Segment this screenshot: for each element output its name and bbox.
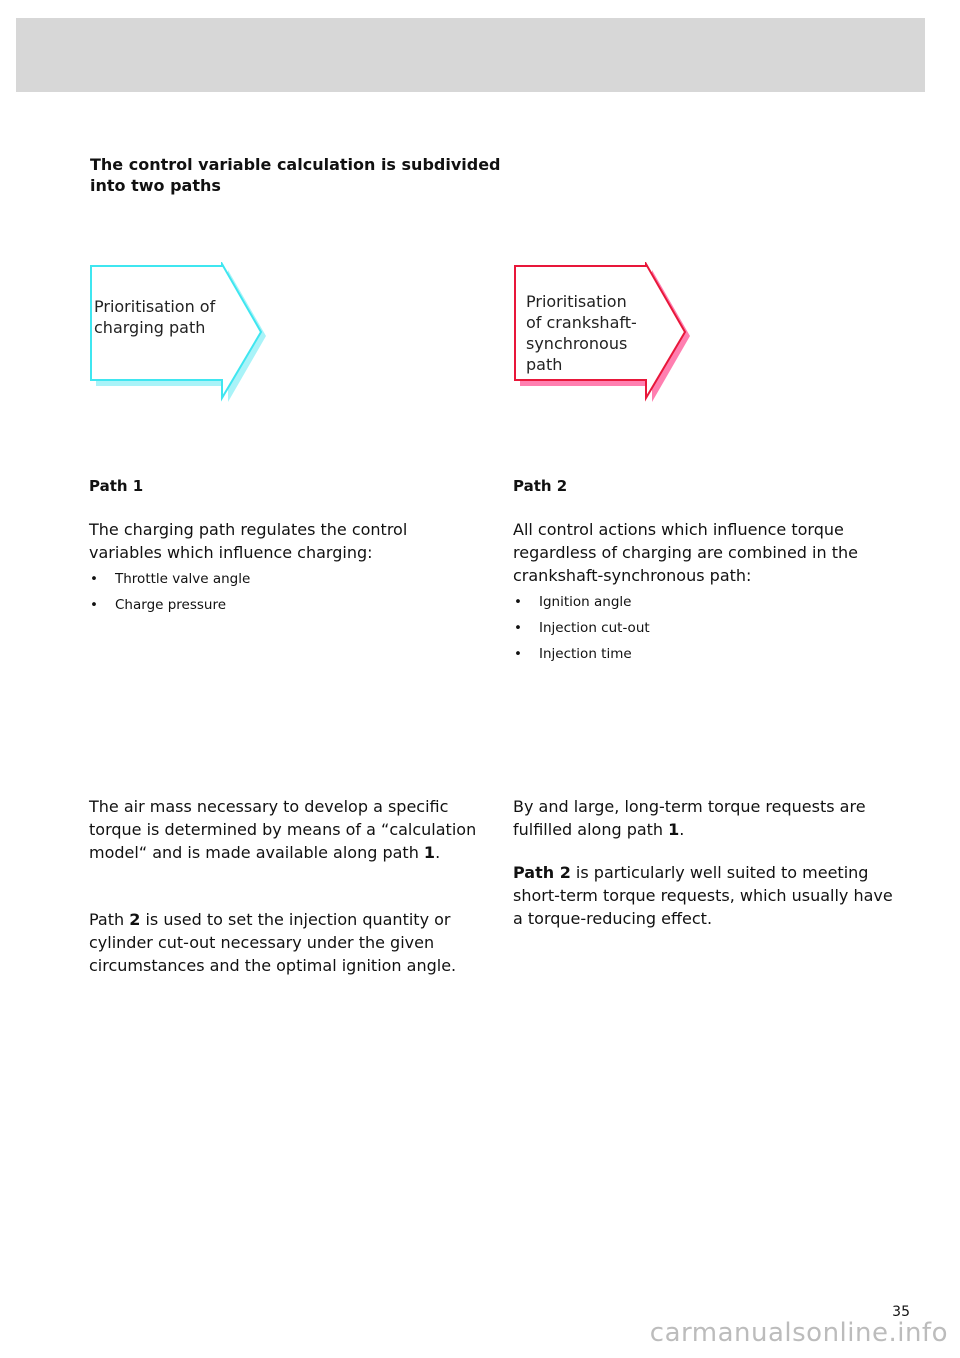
list-item xyxy=(89,592,250,618)
crankshaft-path-arrow-label: Prioritisation of crankshaft-synchronous path xyxy=(526,292,637,374)
lower-right-p1-bold: 1 xyxy=(668,820,680,839)
lower-right-paragraph-2 xyxy=(513,861,893,930)
path1-intro: The charging path regulates the control variables which influence charging: xyxy=(89,520,408,562)
path2-bullet-list xyxy=(513,589,650,667)
lower-left-p1-text: The air mass necessary to develop a specific torque is determined by means of a “calculation model“ and is made available along path xyxy=(89,797,477,862)
lower-right-p2-text: is particularly well suited to meeting short-term torque requests, which usually have a torque-reducing effect. xyxy=(513,863,893,928)
lower-left-p2-start: Path xyxy=(89,910,130,929)
list-item xyxy=(513,615,650,641)
lower-right-p1-end: . xyxy=(679,820,685,839)
bullet-icon: • xyxy=(514,646,522,662)
lower-left-p1-bold: 1 xyxy=(423,843,436,862)
path2-heading: Path 2 xyxy=(513,477,568,495)
list-item xyxy=(513,589,650,615)
list-item-label: Throttle valve angle xyxy=(115,571,251,587)
lower-right-p1-text: By and large, long-term torque requests are fulfilled along path xyxy=(513,797,866,839)
path2-intro: All control actions which influence torque regardless of charging are combined in the crankshaft-synchronous path: xyxy=(513,520,858,585)
bullet-icon: • xyxy=(90,597,98,613)
page-heading: The control variable calculation is subdivided into two paths xyxy=(90,155,501,195)
charging-path-arrow xyxy=(86,262,276,407)
list-item-label: Ignition angle xyxy=(539,594,632,610)
list-item xyxy=(513,641,650,667)
bullet-icon: • xyxy=(514,620,522,636)
crankshaft-path-arrow xyxy=(510,262,700,407)
charging-path-arrow-label: Prioritisation of charging path xyxy=(94,297,216,337)
list-item-label: Injection time xyxy=(539,646,632,662)
list-item-label: Injection cut-out xyxy=(539,620,650,636)
list-item xyxy=(89,566,250,592)
lower-left-p2-text: is used to set the injection quantity or cylinder cut-out necessary under the given circumstances and the optimal ignition angle. xyxy=(89,910,457,975)
header-band xyxy=(16,18,925,92)
path1-heading: Path 1 xyxy=(89,477,144,495)
lower-right-p2-bold: Path 2 xyxy=(513,863,571,882)
lower-left-paragraph-1 xyxy=(89,795,479,864)
page-number: 35 xyxy=(892,1304,910,1320)
lower-left-paragraph-2 xyxy=(89,908,479,977)
path1-bullet-list xyxy=(89,566,250,618)
lower-left-p2-bold: 2 xyxy=(129,910,141,929)
bullet-icon: • xyxy=(90,571,98,587)
lower-right-paragraph-1 xyxy=(513,795,893,841)
watermark: carmanualsonline.info xyxy=(649,1318,948,1348)
list-item-label: Charge pressure xyxy=(115,597,227,613)
lower-left-p1-end: . xyxy=(435,843,441,862)
bullet-icon: • xyxy=(514,594,522,610)
